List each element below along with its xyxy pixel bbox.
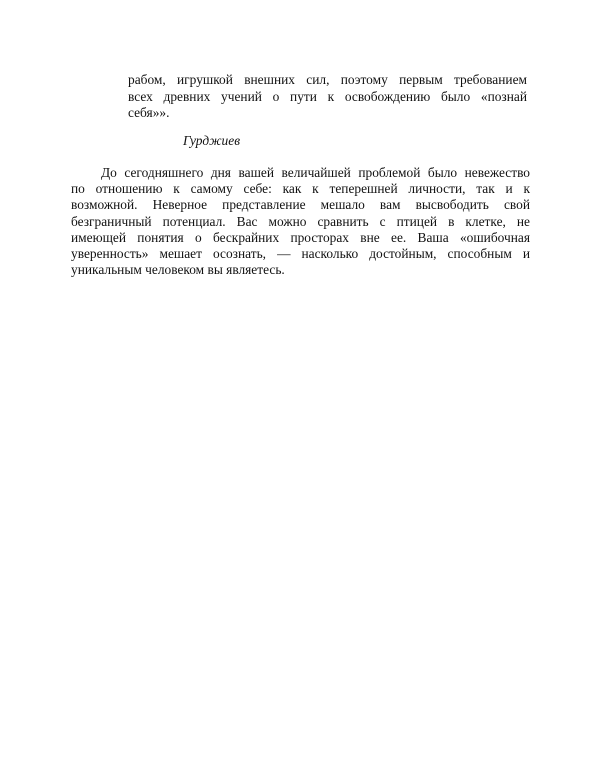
quote-line: всех древних учений о пути к освобождению было «познай [128, 89, 527, 104]
quote-author: Гурджиев [183, 133, 241, 148]
paragraph-line: безграничный потенциал. Вас можно сравнить с птицей в клетке, не [71, 214, 530, 229]
quote-line: рабом, игрушкой внешних сил, поэтому первым требованием [128, 72, 527, 87]
paragraph-line: по отношению к самому себе: как к теперешней личности, так и к [71, 181, 530, 196]
paragraph-line: имеющей понятия о бескрайних просторах вне ее. Ваша «ошибочная [71, 230, 530, 245]
paragraph-line: До сегодняшнего дня вашей величайшей проблемой было невежество [101, 165, 530, 180]
paragraph-line: уверенность» мешает осознать, — насколько достойным, способным и [71, 246, 530, 261]
quote-line: себя»». [128, 105, 170, 120]
paragraph-line: уникальным человеком вы являетесь. [71, 262, 285, 277]
paragraph-line: возможной. Неверное представление мешало вам высвободить свой [71, 197, 530, 212]
